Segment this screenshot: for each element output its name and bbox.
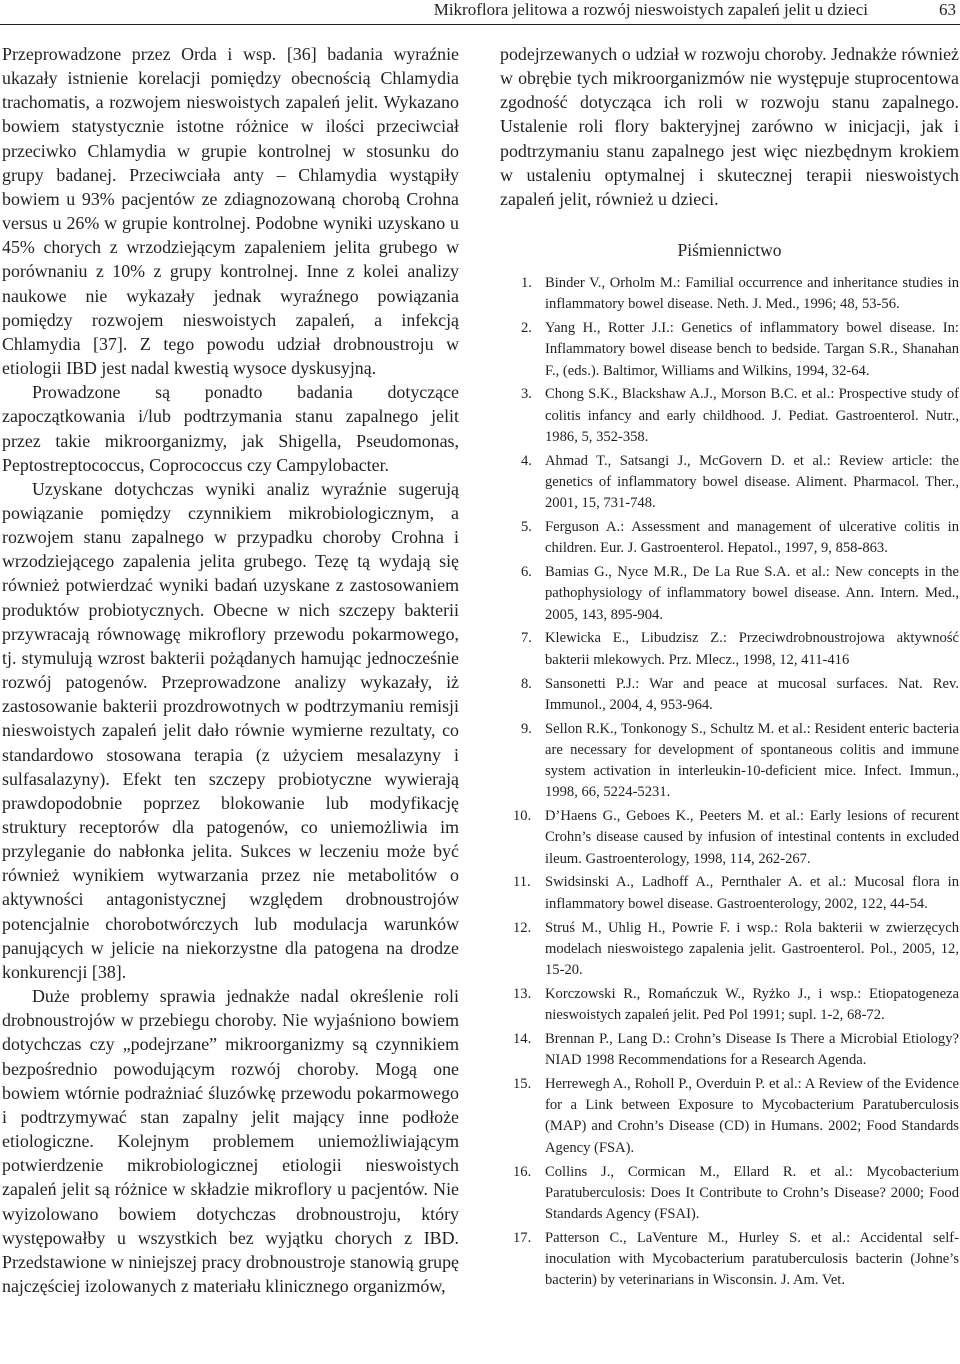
reference-item	[500, 806, 959, 870]
reference-text: Collins J., Cormican M., Ellard R. et al.: Mycobacterium Paratuberculosis: Does It Contribute to Crohn’s Disease? 2000; Food Standards Agency (FSAI).	[545, 1163, 959, 1222]
reference-number: 9.	[521, 720, 532, 737]
reference-item	[500, 1029, 959, 1071]
reference-item	[500, 517, 959, 559]
reference-text: Yang H., Rotter J.I.: Genetics of inflammatory bowel disease. In: Inflammatory bowel disease bench to bedside. Targan S.R., Shanahan F., (eds.). Baltimor, Williams and Wilkins, 1994, 32-64.	[545, 320, 959, 379]
right-column	[500, 42, 959, 1294]
page-number: 63	[939, 0, 956, 19]
left-column	[2, 42, 459, 1298]
reference-number: 3.	[521, 386, 532, 403]
reference-text: Brennan P., Lang D.: Crohn’s Disease Is There a Microbial Etiology? NIAD 1998 Recommendations for a Research Agenda.	[545, 1030, 959, 1069]
reference-text: Klewicka E., Libudzisz Z.: Przeciwdrobnoustrojowa aktywność bakterii mlekowych. Prz. Mlecz., 1998, 12, 411-416	[545, 630, 959, 668]
reference-text: D’Haens G., Geboes K., Peeters M. et al.: Early lesions of recurent Crohn’s disease caused by infusion of intestinal contents in excluded ileum. Gastroenterology, 1998, 114, 262-267.	[545, 808, 959, 867]
reference-number: 10.	[513, 808, 532, 825]
body-paragraph: Duże problemy sprawia jednakże nadal określenie roli drobnoustrojów w przebiegu choroby. Nie wyjaśniono bowiem dotychczas czy „podejrzane” mikroorganizmy są czynnikiem bezpośrednio powodującym rozwój choroby. Mogą one bowiem wtórnie podrażniać śluzówkę przewodu pokarmowego i podtrzymywać stan zapalny jelit mający inne podłoże etiologiczne. Kolejnym problemem uniemożliwiającym potwierdzenie mikrobiologicznej etiologii nieswoistych zapaleń jelit są różnice w składzie mikroflory u pacjentów. Nie wyizolowano bowiem dotychczas drobnoustroju, który występowałby u wszystkich bez wyjątku chorych z IBD. Przedstawione w niniejszej pracy drobnoustroje stanowią grupę najczęściej izolowanych z materiału klinicznego organizmów,	[2, 986, 459, 1296]
reference-number: 4.	[521, 452, 532, 469]
reference-text: Sellon R.K., Tonkonogy S., Schultz M. et al.: Resident enteric bacteria are necessary for development of spontaneous colitis and immune system activation in interleukin-10-deficient mice. Infect. Immun., 1998, 66, 5224-5231.	[545, 720, 959, 801]
reference-number: 7.	[521, 630, 532, 647]
reference-item	[500, 451, 959, 515]
body-paragraph-continuation: podejrzewanych o udział w rozwoju choroby. Jednakże również w obrębie tych mikroorganizmów nie występuje stuprocentowa zgodność dotycząca ich roli w rozwoju stanu zapalnego. Ustalenie roli flory bakteryjnej zarówno w inicjacji, jak i podtrzymaniu stanu zapalnego jest więc niezbędnym krokiem w ustaleniu optymalnej i skutecznej terapii nieswoistych zapaleń jelit, również u dzieci.	[500, 44, 959, 209]
reference-number: 2.	[521, 320, 532, 337]
reference-text: Binder V., Orholm M.: Familial occurrence and inheritance studies in inflammatory bowel disease. Neth. J. Med., 1996; 48, 53-56.	[545, 275, 959, 313]
reference-text: Bamias G., Nyce M.R., De La Rue S.A. et al.: New concepts in the pathophysiology of inflammatory bowel disease. Ann. Intern. Med., 2005, 143, 895-904.	[545, 564, 959, 623]
reference-number: 11.	[513, 874, 531, 891]
reference-item	[500, 872, 959, 914]
reference-item	[500, 719, 959, 804]
reference-text: Korczowski R., Romańczuk W., Ryżko J., i wsp.: Etiopatogeneza nieswoistych zapaleń jelit. Ped Pol 1991; supl. 1-2, 68-72.	[545, 985, 959, 1024]
reference-text: Ferguson A.: Assessment and management of ulcerative colitis in children. Eur. J. Gastroenterol. Hepatol., 1997, 9, 858-863.	[545, 519, 959, 557]
reference-number: 8.	[521, 675, 532, 692]
body-paragraph: Przeprowadzone przez Orda i wsp. [36] badania wyraźnie ukazały istnienie korelacji pomiędzy obecnością Chlamydia trachomatis, a rozwojem nieswoistych zapaleń jelit. Wykazano bowiem statystycznie istotne różnice w ilości przeciwciał przeciwko Chlamydia w grupie kontrolnej w stosunku do grupy badanej. Przeciwciała anty – Chlamydia wystąpiły bowiem u 93% pacjentów ze zdiagnozowaną chorobą Crohna versus u 26% w grupie kontrolnej. Podobne wyniki uzyskano u 45% chorych z wrzodziejącym zapaleniem jelita grubego w porównaniu z 10% z grupy kontrolnej. Inne z kolei analizy naukowe nie wykazały jednak wyraźnego powiązania pomiędzy rozwojem nieswoistych zapaleń, a infekcją Chlamydia [37]. Z tego powodu udział drobnoustroju w etiologii IBD jest nadal kwestią wysoce dyskusyjną.	[2, 44, 459, 379]
reference-item	[500, 318, 959, 382]
reference-text: Patterson C., LaVenture M., Hurley S. et al.: Accidental self-inoculation with Mycobacterium paratuberculosis bacterin (Johne’s bacterin) by veterinarians in Wisconsin. J. Am. Vet.	[545, 1229, 959, 1289]
reference-number: 14.	[513, 1030, 532, 1047]
reference-text: Struś M., Uhlig H., Powrie F. i wsp.: Rola bakterii w zwierzęcych modelach nieswoistego zapalenia jelit. Gastroenterol. Pol., 2005, 12, 15-20.	[545, 919, 959, 978]
reference-number: 1.	[521, 275, 532, 292]
reference-item	[500, 1074, 959, 1159]
reference-text: Swidsinski A., Ladhoff A., Pernthaler A. et al.: Mucosal flora in inflammatory bowel disease. Gastroenterology, 2002, 122, 44-54.	[545, 874, 959, 912]
reference-number: 13.	[513, 985, 532, 1002]
reference-text: Chong S.K., Blackshaw A.J., Morson B.C. et al.: Prospective study of colitis infancy and early childhood. J. Pediat. Gastroenterol. Nutr., 1986, 5, 352-358.	[545, 386, 959, 445]
reference-number: 12.	[513, 919, 532, 936]
reference-item	[500, 384, 959, 448]
reference-number: 17.	[513, 1229, 532, 1246]
reference-item	[500, 628, 959, 670]
reference-item	[500, 674, 959, 716]
running-header	[0, 0, 960, 22]
reference-number: 6.	[521, 564, 532, 581]
reference-item	[500, 1162, 959, 1226]
reference-number: 15.	[513, 1076, 532, 1093]
reference-item	[500, 562, 959, 626]
body-paragraph: Uzyskane dotychczas wyniki analiz wyraźnie sugerują powiązanie pomiędzy czynnikiem mikrobiologicznym, a rozwojem stanu zapalnego w przypadku choroby Crohna i wrzodziejącego zapalenia jelita grubego. Tezę tą wydają się również potwierdzać wyniki badań uzyskane z zastosowaniem produktów probiotycznych. Obecne w nich szczepy bakterii przywracają równowagę mikroflory przewodu pokarmowego, tj. stymulują wzrost bakterii pożądanych hamując jednocześnie rozwój patogenów. Przeprowadzone analizy wykazały, iż zastosowanie bakterii prozdrowotnych w podtrzymaniu remisji nieswoistych zapaleń jelit dało równie wymierne rezultaty, co standardowo stosowana terapia (z użyciem mesalazyny i sulfasalazyny). Efekt ten szczepy probiotyczne wywierają prawdopodobnie poprzez blokowanie lub modyfikację struktury receptorów dla patogenów, co uniemożliwia im przyleganie do nabłonka jelita. Sukces w leczeniu może być również wynikiem wytwarzania przez nie metabolitów o aktywności antagonistycznej względem drobnoustrojów potencjalnie chorobotwórczych lub modulacja warunków panujących w jelicie na niekorzystne dla patogena na drodze konkurencji [38].	[2, 478, 459, 982]
reference-text: Sansonetti P.J.: War and peace at mucosal surfaces. Nat. Rev. Immunol., 2004, 4, 953-964.	[545, 675, 959, 713]
header-rule	[0, 24, 960, 25]
references-list	[500, 273, 959, 1291]
references-heading: Piśmiennictwo	[677, 240, 782, 261]
reference-text: Herrewegh A., Roholl P., Overduin P. et al.: A Review of the Evidence for a Link between Exposure to Mycobacterium Paratuberculosis (MAP) and Crohn’s Disease (CD) in Humans. 2002; Food Standards Agency (FSA).	[545, 1076, 959, 1156]
reference-text: Ahmad T., Satsangi J., McGovern D. et al.: Review article: the genetics of inflammatory bowel disease. Aliment. Pharmacol. Ther., 2001, 15, 731-748.	[545, 452, 959, 512]
reference-item	[500, 984, 959, 1026]
reference-item	[500, 918, 959, 982]
reference-number: 16.	[513, 1163, 532, 1180]
reference-item	[500, 1228, 959, 1292]
body-paragraph: Prowadzone są ponadto badania dotyczące zapoczątkowania i/lub podtrzymania stanu zapalnego jelit przez takie mikroorganizmy, jak Shigella, Pseudomonas, Peptostreptococcus, Coprococcus czy Campylobacter.	[2, 382, 459, 475]
reference-item	[500, 273, 959, 315]
running-title: Mikroflora jelitowa a rozwój nieswoistych zapaleń jelit u dzieci	[433, 0, 868, 19]
reference-number: 5.	[521, 519, 532, 536]
